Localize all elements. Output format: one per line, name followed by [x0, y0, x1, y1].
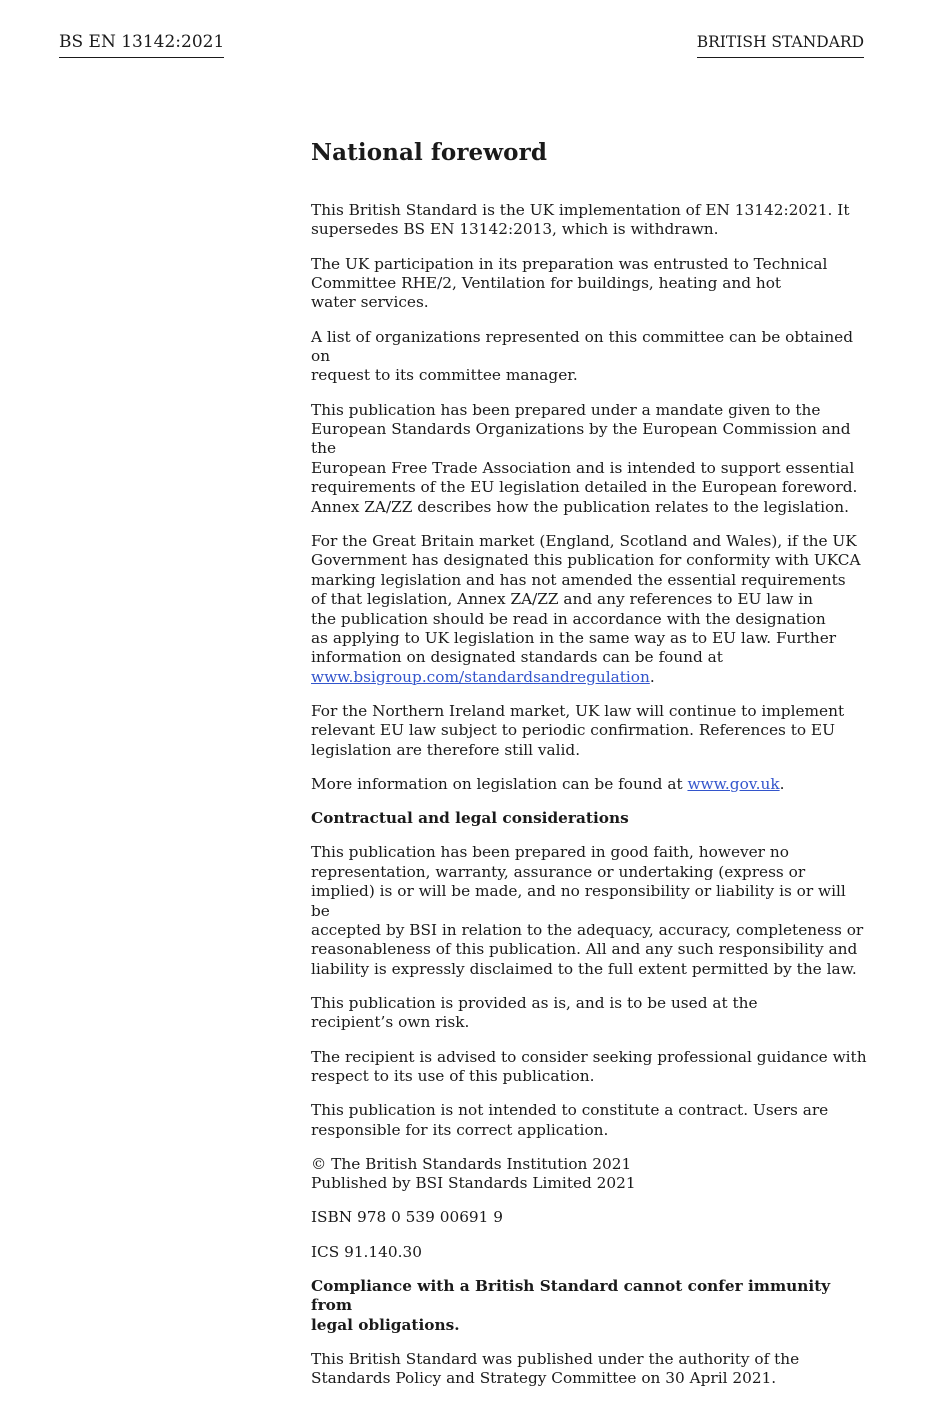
- bsigroup-link[interactable]: www.bsigroup.com/standardsandregulation: [311, 667, 650, 686]
- paragraph-copyright: © The British Standards Institution 2021 Published by BSI Standards Limited 2021: [311, 1154, 636, 1193]
- paragraph-more-info: More information on legislation can be found at www.gov.uk.: [311, 774, 785, 793]
- paragraph-organizations: A list of organizations represented on this committee can be obtained on request to its committee manager.: [311, 327, 854, 385]
- heading-contractual: Contractual and legal considerations: [311, 809, 629, 828]
- header-standard-number: BS EN 13142:2021: [59, 31, 224, 58]
- paragraph-good-faith: This publication has been prepared in good faith, however no representation, warranty, assurance or undertaking (express or implied) is or will be made, and no responsibility or liability is or will be accepted by BSI in relation to the adequacy, accuracy, completeness or reasonableness of this publication. All and any such responsibility and liability is expressly disclaimed to the full extent permitted by the law.: [311, 843, 864, 978]
- ics-code: ICS 91.140.30: [311, 1242, 422, 1261]
- page-title: National foreword: [311, 139, 548, 166]
- header-british-standard: BRITISH STANDARD: [697, 31, 864, 58]
- paragraph-implementation: This British Standard is the UK implementation of EN 13142:2021. It supersedes BS EN 13142:2013, which is withdrawn.: [311, 201, 850, 239]
- gov-uk-link[interactable]: www.gov.uk: [687, 774, 780, 793]
- paragraph-mandate: This publication has been prepared under a mandate given to the European Standards Organizations by the European Commission and the European Free Trade Association and is intended to support essential requirements of the EU legislation detailed in the European foreword. Annex ZA/ZZ describes how the publication relates to the legislation.: [311, 400, 858, 516]
- paragraph-publication-authority: This British Standard was published under the authority of the Standards Policy and Strategy Committee on 30 April 2021.: [311, 1349, 800, 1388]
- paragraph-guidance: The recipient is advised to consider seeking professional guidance with respect to its use of this publication.: [311, 1047, 867, 1085]
- national-foreword-section: [311, 136, 869, 1403]
- paragraph-gb-market: For the Great Britain market (England, Scotland and Wales), if the UK Government has designated this publication for conformity with UKCA marking legislation and has not amended the essential requirements of that legislation, Annex ZA/ZZ and any references to EU law in the publication should be read in accordance with the designation as applying to UK legislation in the same way as to EU law. Further information on designated standards can be found at www.bsigroup.com/standardsandregulation.: [311, 531, 861, 686]
- paragraph-committee: The UK participation in its preparation was entrusted to Technical Committee RHE/2, Ventilation for buildings, heating and hot water services.: [311, 254, 828, 312]
- paragraph-ni-market: For the Northern Ireland market, UK law will continue to implement relevant EU law subject to periodic confirmation. References to EU legislation are therefore still valid.: [311, 701, 845, 759]
- paragraph-not-contract: This publication is not intended to constitute a contract. Users are responsible for its correct application.: [311, 1101, 829, 1139]
- compliance-statement: Compliance with a British Standard cannot confer immunity from legal obligations.: [311, 1276, 831, 1334]
- paragraph-own-risk: This publication is provided as is, and is to be used at the recipient’s own risk.: [311, 993, 758, 1032]
- isbn: ISBN 978 0 539 00691 9: [311, 1208, 503, 1227]
